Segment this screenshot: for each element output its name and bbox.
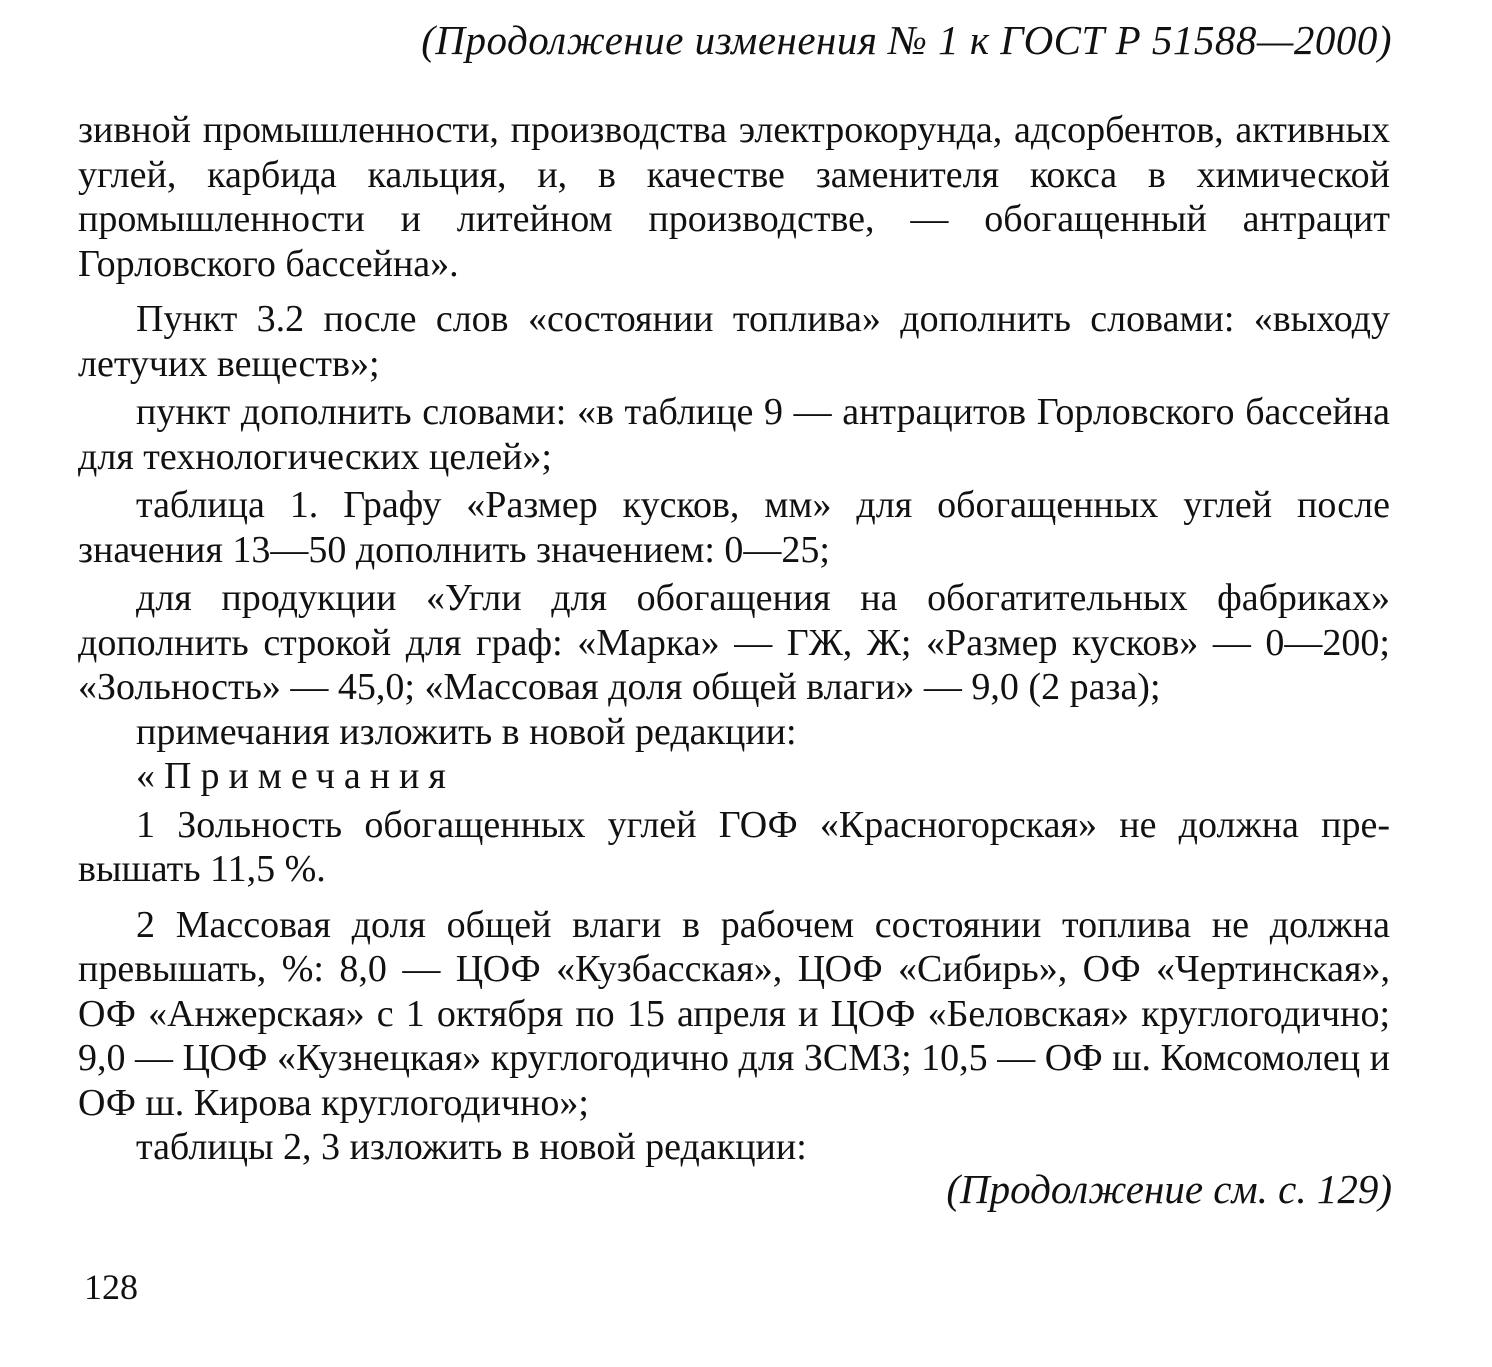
paragraph-item-3-2: Пункт 3.2 после слов «состоянии топлива» дополнить словами: «выходу летучих веществ»;: [78, 298, 1390, 385]
notes-heading: «Примечания: [136, 755, 455, 797]
page-number: 128: [84, 1267, 138, 1307]
paragraph-tables-2-3: таблицы 2, 3 изложить в новой редакции:: [136, 1126, 807, 1168]
note-1: 1 Зольность обогащенных углей ГОФ «Красногорская» не должна превышать 11,5 %.: [78, 803, 1390, 890]
paragraph-table-1: таблица 1. Графу «Размер кусков, мм» для обогащенных углей после значения 13—50 дополнить значением: 0—25;: [78, 484, 1390, 571]
paragraph-products: для продукции «Угли для обогащения на обогатительных фабриках» дополнить строкой для граф: «Марка» — ГЖ, Ж; «Размер кусков» — 0—200; «Зольность» — 45,0; «Массовая доля общей влаги» — 9,0 (2 раза);: [78, 577, 1390, 708]
continued-note: (Продолжение см. с. 129): [946, 1166, 1392, 1212]
paragraph-continuation: зивной промышленности, производства электрокорунда, адсорбентов, активных углей, карбида кальция, и, в качестве заменителя кокса в химической промышленности и литейном производстве, — обогащенный антрацит Горловского бассейна».: [78, 109, 1390, 285]
paragraph-item-addition: пункт дополнить словами: «в таблице 9 — антрацитов Горловского бассейна для технологических целей»;: [78, 391, 1390, 478]
note-2: 2 Массовая доля общей влаги в рабочем состоянии топлива не должна превышать, %: 8,0 — ЦОФ «Кузбасская», ЦОФ «Сибирь», ОФ «Чертинская», ОФ «Анжерская» с 1 октября по 15 апреля и ЦОФ «Беловская» круглогодично; 9,0 — ЦОФ «Кузнецкая» круглогодично для ЗСМЗ; 10,5 — ОФ ш. Комсомолец и ОФ ш. Кирова круглогодично»;: [78, 903, 1390, 1124]
document-body: [78, 108, 1390, 1170]
paragraph-notes-intro: примечания изложить в новой редакции:: [136, 710, 797, 753]
running-header: (Продолжение изменения № 1 к ГОСТ Р 51588—2000): [421, 17, 1392, 63]
